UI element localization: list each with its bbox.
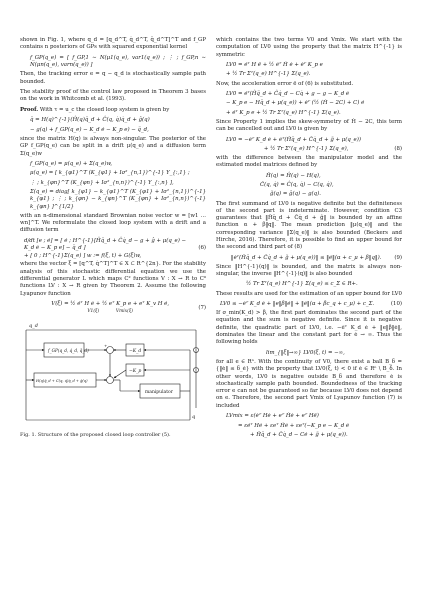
paragraph: where the vector ξ = [q^T, q̇^T]^T ∈ X ⊂ R^{2n}. For the stability analysis of this stochastic differential equation we use the differential generator L which maps C² functions V : X → R to C⁰ functions LV : X → R given by Theorem 2. Assume the following Lyapunov function bbox=[20, 261, 206, 297]
paragraph: Since Property 1 implies the skew-symmetry of Ḣ − 2C, this term can be cancelled out and LV0 is given by bbox=[216, 119, 402, 133]
underbrace-label-v1: V1(ξ) bbox=[87, 309, 100, 315]
paragraph: for all e ∈ Rⁿ. With the continuity of V0, there exist a ball B_δ = {‖ė‖ ≤ δ_ė} with the property that LV0(ξ, t) < 0 if ė ∈ Rⁿ \ B_δ. In other words, LV0 is negative outside B_δ and therefore ė is stochastically sample path bounded. Boundedness of the tracking error e can not be guaranteed so far because LV0 does not depend on e. Therefore, the second part Vmix of Lyapunov function (7) is included bbox=[216, 358, 402, 409]
paragraph: If σ_min(K_d) > β, the first part dominates the second part of the equation and the sum is negative definite. Since it is negative definite, the quadratic part of LV0, i.e. −ėᵀ K_d ė + ‖e‖β‖ė‖, dominates the linear and the constant part for ė → ∞. Thus the following holds bbox=[216, 310, 402, 346]
controller-block-diagram bbox=[20, 320, 206, 430]
paragraph: Proof. With τ = u_c the closed loop system is given by bbox=[20, 106, 170, 113]
paragraph: with an n-dimensional standard Brownian noise vector w = [w1 … wn]^T. We reformulate the closed loop system with a drift and a diffusion term bbox=[20, 212, 206, 234]
equation-8: + ½ Tr Σᵀ(q_e) H^{-1} Σ(q_e), (8) bbox=[263, 146, 402, 153]
equation-tilde-c: C̃(q, q̇) = Ĉ(q, q̇) − C(q, q̇), bbox=[260, 182, 334, 188]
figure-caption: Fig. 1. Structure of the proposed closed loop controller (5). bbox=[20, 431, 171, 438]
equation-number: (6) bbox=[198, 245, 206, 252]
proof-heading: Proof. bbox=[20, 106, 39, 113]
equation-10: LV0 ≤ −ėᵀ K_d ė + ‖e‖β‖ė‖ + ‖ė‖(α + βc_q + c_μ) + c_Σ. (10) bbox=[220, 301, 402, 308]
equation-8-line1: LV0 = −ėᵀ K_d ė + ėᵀ(H̃q̈_d + C̃q̇_d + g̃ + μ(q_e)) bbox=[226, 136, 361, 143]
paragraph: shown in Fig. 1, where q_d = [q_d^T, q̇_d^T, q̈_d^T]^T and f_GP contains n posteriors of GPs with squared exponential kernel bbox=[20, 37, 206, 51]
equation-9: ‖ėᵀ(H̃q̈_d + C̃q̇_d + g̃ + μ(q_e))‖ ≤ ‖ė‖(α + c_μ + β‖q‖). (9) bbox=[230, 254, 402, 261]
kd-block-label: −K_d bbox=[129, 348, 142, 354]
paragraph: Then, the tracking error e = q − q_d is stochastically sample path bounded. bbox=[20, 71, 206, 85]
summing-junction bbox=[107, 376, 114, 383]
paragraph: The first summand of LV0 is negative definite but the definiteness of the second part is indeterminate. However, condition C3 guarantees that ‖H̃q̈_d + C̃q̇_d + g̃‖ is bounded by an affine function α + β‖q‖. The mean prediction ‖μ(q_e)‖ and the corresponding variance ‖Σ(q_e)‖ is also bounded (Beckers and Hirche, 2016). Therefore, it is possible to find an upper bound for the second and third part of (8) bbox=[216, 200, 402, 251]
equation-limit: lim_{‖ξ‖→∞} LV0(ξ, t) = −∞, bbox=[266, 349, 345, 356]
equation-6: d/dt [e ; ė] = [ ė ; H^{-1}[Ĥq̈_d + Ĉq̇_d − g + ĝ + μ(q_e) − K_d ė − K_p e] − q̈_d ] + [ 0 ; H^{-1}Σ(q_e) ] w := f(ξ, t) + G(ξ)w, (6) bbox=[24, 237, 206, 259]
equation-number: (7) bbox=[198, 304, 206, 311]
underbrace-label-vmix: Vmix(ξ) bbox=[115, 309, 133, 315]
equation-lv0-subst-3: + ėᵀ K_p e + ½ Tr Σᵀ(q_e) H^{-1} Σ(q_e). bbox=[226, 109, 341, 116]
fgp-block-label: f_GP(q_d, q̇_d, q̈_d) bbox=[48, 347, 89, 353]
q-output-label: q bbox=[192, 413, 196, 420]
equation-7: V(ξ) = ½ ėᵀ H ė + ½ eᵀ K_p e + eᵀ K_v H ė, V1(ξ) Vmix(ξ) (7) bbox=[51, 301, 206, 315]
equation-mu-line2: ⋮ ; k_{φn}^T (K_{φn} + Iσ²_{n,n})^{-1} Y_{:,n} ], bbox=[30, 179, 174, 186]
equation-number: (9) bbox=[394, 254, 402, 261]
kp-block-label: −K_p bbox=[129, 368, 142, 374]
equation-fgp-split: f_GP(q_e) = μ(q_e) + Σ(q_e)w, bbox=[30, 161, 113, 168]
feedforward-block-label: H(q)q̈_d + C(q, q̇)q̇_d + ĝ(q) bbox=[36, 378, 88, 383]
equation-fgp: f_GP(q_e) = [ f_GP,1 ∼ N(μ1(q_e), var1(q_e)) ; ⋮ ; f_GP,n ∼ N(μn(q_e), varn(q_e)) ] bbox=[30, 54, 206, 69]
paragraph: These results are used for the estimation of an upper bound for LV0 bbox=[216, 290, 402, 297]
sum-plus-sign: + bbox=[104, 342, 108, 348]
paragraph: Now, the acceleration error ë of (6) is substituted. bbox=[216, 80, 354, 87]
paragraph: with the difference between the manipulator model and the estimated model matrices defined by bbox=[216, 154, 402, 169]
equation-lv0-subst-1: LV0 = ėᵀ(Ĥq̈_d + Ĉq̇_d − Cq̇ + g − g − K_d ė bbox=[226, 91, 350, 98]
equation-lvmix-3: + H̃q̈_d + C̃q̇_d − Cė + g̃ + μ(q_e)). bbox=[250, 431, 348, 438]
paragraph: which contains the two terms V0 and Vmix. We start with the computation of LV0 using the property that the matrix H^{-1} is symmetric bbox=[216, 37, 402, 58]
right-column bbox=[216, 37, 402, 441]
equation-tilde-g: g̃(q) = ĝ(q) − g(q). bbox=[270, 191, 321, 198]
equation-number: (8) bbox=[394, 146, 402, 153]
paragraph: since the matrix H(q) is always non-singular. The posterior of the GP f_GP(q_e) can be split in a drift μ(q_e) and a diffusion term Σ(q_e)w bbox=[20, 136, 206, 157]
equation-lvmix-2: = εėᵀ Hė + εeᵀ Ḣė + εeᵀ(−K_p e − K_d ė bbox=[238, 422, 350, 429]
manipulator-block-label: manipulator bbox=[145, 389, 173, 395]
equation-lvmix-1: LVmix = ε(ėᵀ Hė + eᵀ Ḣė + eᵀ Hë) bbox=[226, 413, 319, 420]
equation-bound: ½ Tr Σᵀ(q_e) H^{-1} Σ(q_e) ≤ c_Σ ∈ R+. bbox=[246, 281, 358, 288]
equation-lv0-subst-2: − K_p e − Hq̈_d + μ(q_e)) + ėᵀ (½ (Ḣ − 2C) + C) ė bbox=[226, 100, 365, 107]
equation-number: (10) bbox=[390, 301, 402, 308]
paragraph: The stability proof of the control law proposed in Theorem 3 bases on the work in Whitcomb et al. (1993). bbox=[20, 89, 206, 103]
left-column bbox=[20, 37, 206, 438]
equation-qddot-line1: q̈ = H(q)^{-1}(Ĥ(q)q̈_d + Ĉ(q, q̇)q̇_d + ĝ(q) bbox=[30, 117, 150, 124]
qd-label: q_d bbox=[29, 322, 38, 329]
equation-sigma: Σ(q_e) = diag[ k_{φ1} − k_{φ1}^T (K_{φ1} + Iσ²_{n,1})^{-1} k_{φ1} ; ⋮ ; k_{φn} − k_{φn}^T (K_{φn} + Iσ²_{n,n})^{-1} k_{φn} ]^{1/2} bbox=[30, 188, 206, 210]
equation-lv0: LV0 = ėᵀ H ë + ½ ėᵀ Ḣ ė + ėᵀ K_p e bbox=[226, 62, 323, 69]
equation-qddot-line2: − g(q) + f_GP(q_e) − K_d ė − K_p e) − q̈_d, bbox=[30, 126, 149, 133]
equation-lv0-cont: + ½ Tr Σᵀ(q_e) H^{-1} Σ(q_e). bbox=[226, 71, 311, 78]
equation-tilde-h: H̃(q) = Ĥ(q) − H(q), bbox=[266, 172, 321, 179]
summing-junction bbox=[107, 346, 114, 353]
equation-mu-line1: μ(q_e) = [ k_{φ1}^T (K_{φ1} + Iσ²_{n,1})^{-1} Y_{:,1} ; bbox=[30, 170, 190, 177]
paragraph: Since ‖H^{-1}(q)‖ is bounded, and the matrix is always non-singular, the inverse ‖H^{-1}(q)‖ is also bounded bbox=[216, 263, 402, 277]
